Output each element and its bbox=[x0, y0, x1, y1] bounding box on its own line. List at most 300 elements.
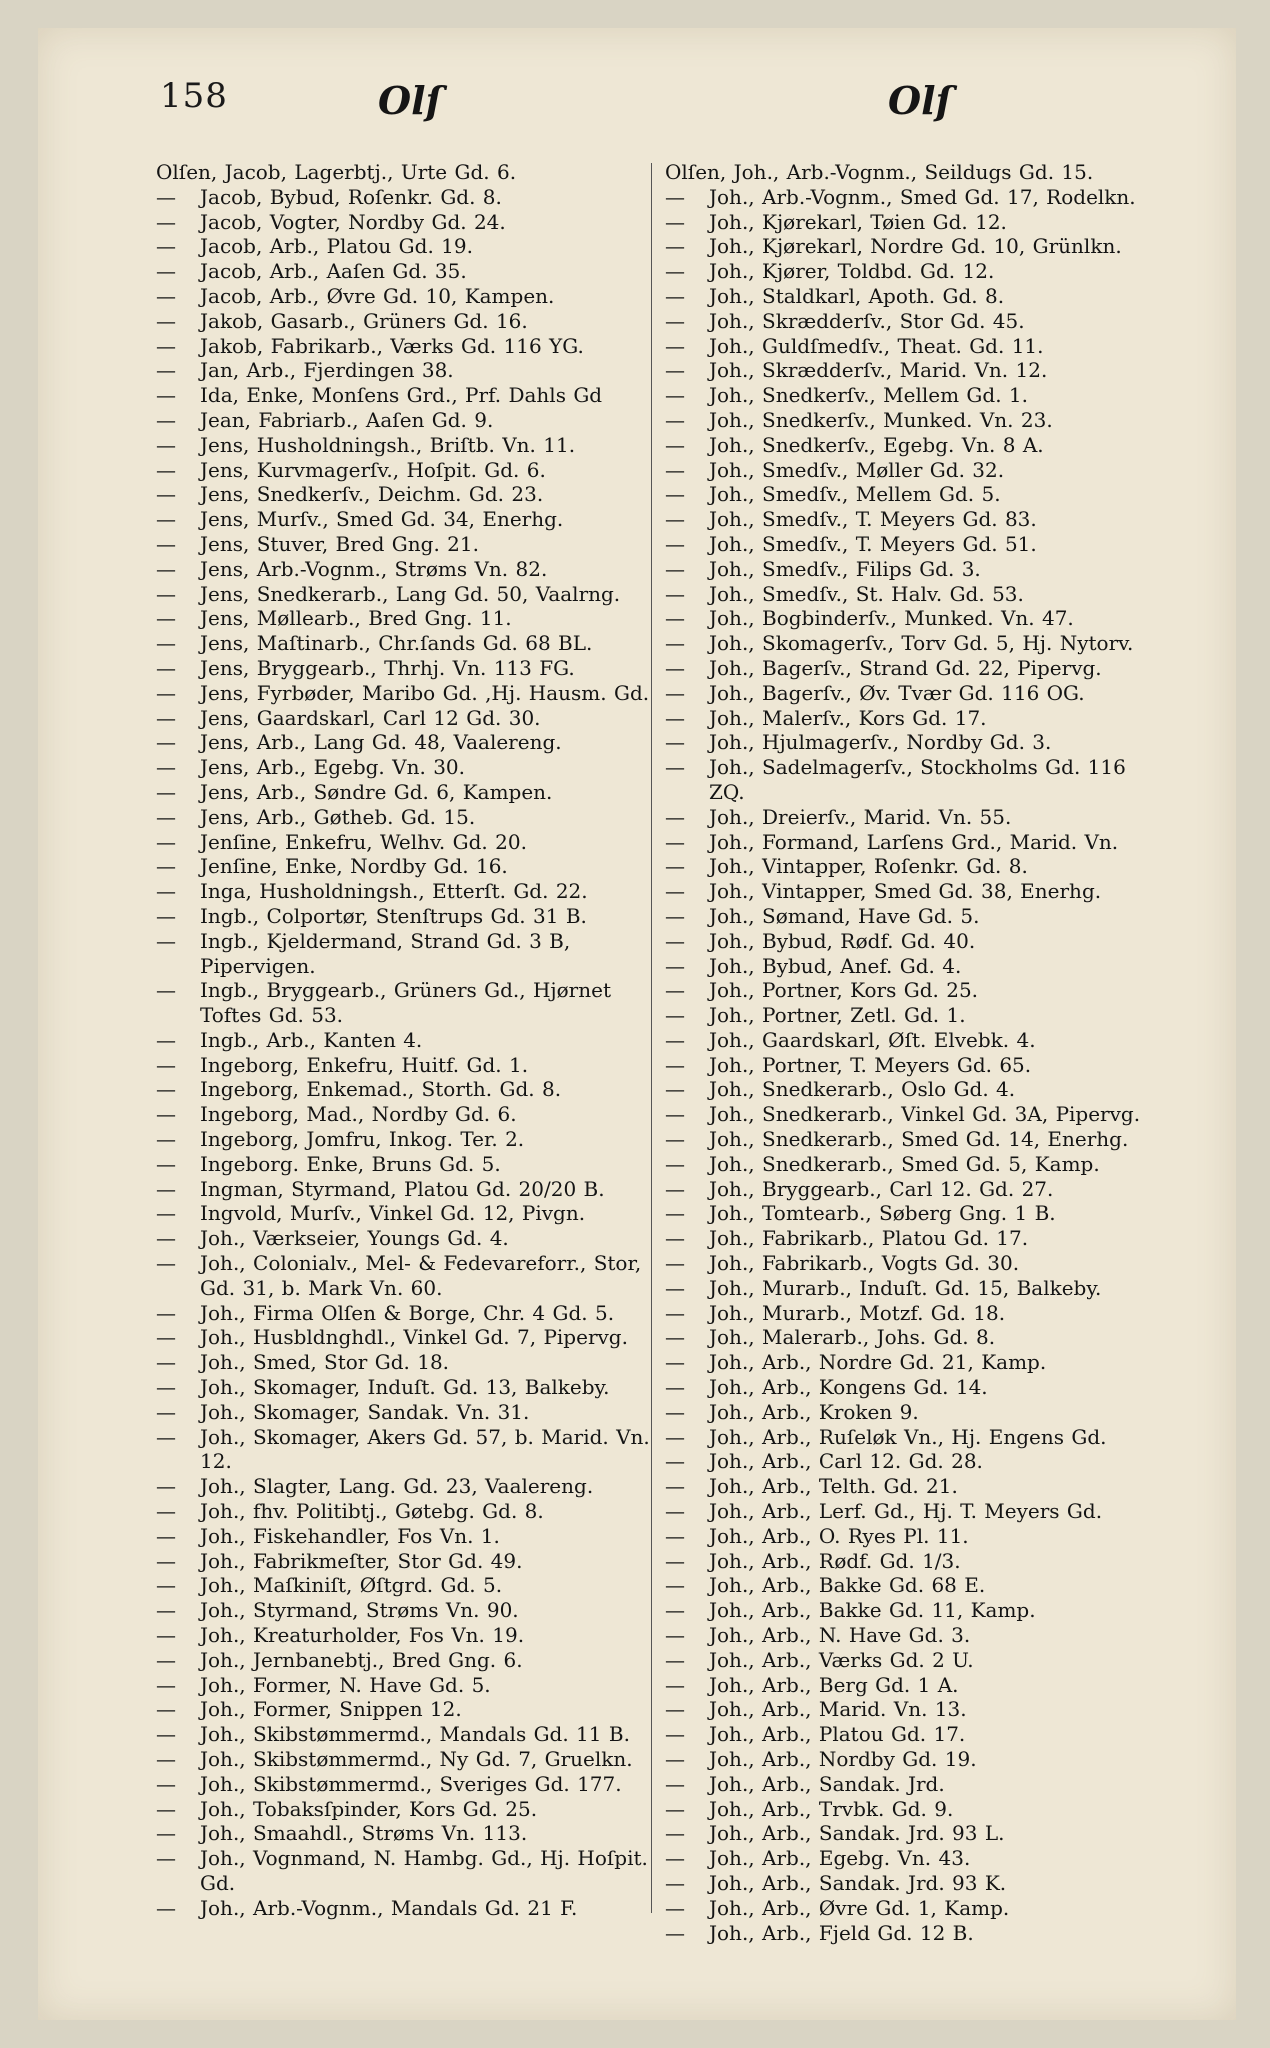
entry-text: Joh., Skomager, Sandak. Vn. 31. bbox=[200, 1399, 530, 1424]
running-head-right: Olſ bbox=[888, 78, 952, 123]
entry-text: Joh., Skomager, Akers Gd. 57, b. Marid. Vn. 12. bbox=[200, 1424, 650, 1474]
repeat-dash: — bbox=[665, 1003, 685, 1028]
entry-text: Jacob, Arb., Aaſen Gd. 35. bbox=[200, 259, 467, 284]
repeat-dash: — bbox=[665, 1052, 685, 1077]
directory-entry bbox=[665, 557, 1165, 582]
repeat-dash: — bbox=[156, 804, 176, 829]
directory-entry bbox=[156, 656, 656, 681]
directory-entry bbox=[665, 1474, 1165, 1499]
entry-text: Jakob, Gasarb., Grüners Gd. 16. bbox=[200, 308, 528, 333]
entry-text: Ingb., Colportør, Stenſtrups Gd. 31 B. bbox=[200, 903, 587, 928]
repeat-dash: — bbox=[156, 209, 176, 234]
directory-entry bbox=[156, 408, 656, 433]
directory-entry bbox=[665, 1350, 1165, 1375]
entry-text: Joh., Arb., Bakke Gd. 11, Kamp. bbox=[709, 1598, 1036, 1623]
repeat-dash: — bbox=[156, 184, 176, 209]
directory-entry bbox=[156, 507, 656, 532]
entry-text: Joh., Arb., Platou Gd. 17. bbox=[709, 1722, 966, 1747]
directory-entry bbox=[665, 1375, 1165, 1400]
repeat-dash: — bbox=[156, 1424, 176, 1449]
entry-text: Joh., Gaardskarl, Øſt. Elvebk. 4. bbox=[709, 1027, 1036, 1052]
page-header bbox=[38, 28, 1236, 148]
entry-text: Ingeborg, Jomfru, Inkog. Ter. 2. bbox=[200, 1127, 525, 1152]
entry-text: Jens, Murſv., Smed Gd. 34, Enerhg. bbox=[200, 507, 564, 532]
entry-text: Joh., Skibstømmermd., Ny Gd. 7, Gruelkn. bbox=[200, 1747, 633, 1771]
repeat-dash: — bbox=[665, 1102, 685, 1127]
directory-entry bbox=[665, 1003, 1165, 1028]
directory-entry bbox=[665, 1499, 1165, 1524]
entry-text: Joh., Smedſv., T. Meyers Gd. 51. bbox=[709, 531, 1037, 556]
repeat-dash: — bbox=[665, 928, 685, 953]
directory-entry bbox=[156, 1028, 656, 1053]
entry-text: Jenſine, Enke, Nordby Gd. 16. bbox=[200, 854, 508, 879]
directory-entry bbox=[156, 1226, 656, 1251]
repeat-dash: — bbox=[156, 903, 176, 928]
entry-text: Jens, Snedkerarb., Lang Gd. 50, Vaalrng. bbox=[200, 581, 621, 606]
repeat-dash: — bbox=[156, 383, 176, 408]
directory-entry bbox=[156, 1400, 656, 1425]
entry-text: Joh., Smaahdl., Strøms Vn. 113. bbox=[200, 1821, 528, 1846]
entry-text: Jens, Arb.-Vognm., Strøms Vn. 82. bbox=[200, 556, 548, 581]
repeat-dash: — bbox=[665, 1548, 685, 1573]
directory-entry bbox=[665, 681, 1165, 706]
repeat-dash: — bbox=[665, 209, 685, 234]
repeat-dash: — bbox=[156, 730, 176, 755]
repeat-dash: — bbox=[665, 1325, 685, 1350]
repeat-dash: — bbox=[665, 1251, 685, 1276]
repeat-dash: — bbox=[156, 631, 176, 656]
entry-text: Joh., Arb., Sandak. Jrd. bbox=[709, 1771, 945, 1796]
entry-text: Joh., Smedſv., Mellem Gd. 5. bbox=[709, 482, 1001, 507]
repeat-dash: — bbox=[156, 1077, 176, 1102]
directory-entry bbox=[156, 1697, 656, 1722]
entry-text: Joh., Arb.-Vognm., Smed Gd. 17, Rodelkn. bbox=[709, 184, 1136, 209]
entry-text: Ingeborg, Mad., Nordby Gd. 6. bbox=[200, 1102, 517, 1127]
entry-text: Joh., Bagerſv., Strand Gd. 22, Pipervg. bbox=[709, 655, 1102, 680]
directory-entry bbox=[156, 1251, 656, 1301]
directory-entry bbox=[156, 1772, 656, 1797]
repeat-dash: — bbox=[665, 1722, 685, 1747]
entry-text: Joh., Snedkerſv., Munked. Vn. 23. bbox=[709, 407, 1053, 432]
repeat-dash: — bbox=[665, 1300, 685, 1325]
entry-text: Jens, Bryggearb., Thrhj. Vn. 113 FG. bbox=[200, 655, 575, 680]
directory-entry bbox=[665, 259, 1165, 284]
entry-text: Jens, Arb., Gøtheb. Gd. 15. bbox=[200, 804, 476, 829]
repeat-dash: — bbox=[665, 680, 685, 705]
repeat-dash: — bbox=[665, 482, 685, 507]
directory-entry bbox=[156, 557, 656, 582]
directory-entry bbox=[156, 854, 656, 879]
entry-text: Joh., Fabrikarb., Platou Gd. 17. bbox=[709, 1226, 1029, 1251]
entry-text: Joh., Dreierſv., Marid. Vn. 55. bbox=[709, 804, 1012, 829]
repeat-dash: — bbox=[665, 184, 685, 209]
entry-text: Joh., Snedkerarb., Smed Gd. 14, Enerhg. bbox=[709, 1127, 1129, 1152]
directory-entry bbox=[665, 234, 1165, 259]
repeat-dash: — bbox=[665, 730, 685, 755]
directory-entry bbox=[156, 1896, 656, 1921]
directory-entry bbox=[156, 1549, 656, 1574]
entry-text: Joh., Guldſmedſv., Theat. Gd. 11. bbox=[709, 333, 1044, 358]
directory-entry bbox=[156, 1077, 656, 1102]
entry-text: Joh., Staldkarl, Apoth. Gd. 8. bbox=[709, 283, 1005, 308]
directory-entry bbox=[665, 879, 1165, 904]
entry-text: Joh., Snedkerſv., Mellem Gd. 1. bbox=[709, 383, 1028, 408]
directory-entry bbox=[156, 1524, 656, 1549]
entry-text: Joh., Tomtearb., Søberg Gng. 1 B. bbox=[709, 1201, 1056, 1226]
directory-entry bbox=[156, 210, 656, 235]
entry-text: Joh., Arb., Sandak. Jrd. 93 K. bbox=[709, 1870, 1007, 1895]
repeat-dash: — bbox=[156, 1499, 176, 1524]
entry-text: Joh., Malerſv., Kors Gd. 17. bbox=[709, 705, 987, 730]
repeat-dash: — bbox=[665, 432, 685, 457]
directory-entry bbox=[665, 1301, 1165, 1326]
entry-text: Joh., Sømand, Have Gd. 5. bbox=[709, 903, 980, 928]
entry-text: Ingb., Bryggearb., Grüners Gd., Hjørnet Toftes Gd. 53. bbox=[200, 978, 611, 1028]
repeat-dash: — bbox=[665, 234, 685, 259]
entry-text: Ingeborg. Enke, Bruns Gd. 5. bbox=[200, 1151, 501, 1176]
repeat-dash: — bbox=[156, 1399, 176, 1424]
entry-text: Jakob, Fabrikarb., Værks Gd. 116 YG. bbox=[200, 333, 584, 358]
entry-text: Joh., Arb., Ruſeløk Vn., Hj. Engens Gd. bbox=[709, 1424, 1107, 1449]
entry-text: Jacob, Arb., Platou Gd. 19. bbox=[200, 234, 473, 259]
directory-entry bbox=[665, 1921, 1165, 1946]
directory-entry bbox=[665, 284, 1165, 309]
entry-text: Inga, Husholdningsh., Etterſt. Gd. 22. bbox=[200, 879, 588, 904]
repeat-dash: — bbox=[156, 1350, 176, 1375]
directory-entry bbox=[665, 1028, 1165, 1053]
entry-text: Joh., Bagerſv., Øv. Tvær Gd. 116 OG. bbox=[709, 680, 1085, 705]
directory-entry bbox=[156, 805, 656, 830]
entry-text: Joh., Maſkiniſt, Øſtgrd. Gd. 5. bbox=[200, 1573, 503, 1598]
directory-entry bbox=[665, 433, 1165, 458]
entry-text: Joh., Vintapper, Roſenkr. Gd. 8. bbox=[709, 854, 1028, 879]
entry-text: Joh., Arb.-Vognm., Mandals Gd. 21 F. bbox=[200, 1895, 578, 1920]
directory-entry bbox=[156, 1152, 656, 1177]
entry-text: Joh., Arb., Egebg. Vn. 43. bbox=[709, 1846, 971, 1871]
directory-entry bbox=[665, 1425, 1165, 1450]
entry-text: Joh., Arb., Nordby Gd. 19. bbox=[709, 1747, 977, 1771]
repeat-dash: — bbox=[156, 1821, 176, 1846]
entry-text: Joh., Smed, Stor Gd. 18. bbox=[200, 1350, 450, 1375]
directory-entry bbox=[156, 1573, 656, 1598]
repeat-dash: — bbox=[156, 531, 176, 556]
directory-entry bbox=[665, 1722, 1165, 1747]
repeat-dash: — bbox=[156, 829, 176, 854]
directory-entry bbox=[665, 1226, 1165, 1251]
entry-text: Ingb., Arb., Kanten 4. bbox=[200, 1027, 423, 1052]
entry-text: Joh., Smedſv., T. Meyers Gd. 83. bbox=[709, 507, 1037, 532]
directory-entry bbox=[156, 1053, 656, 1078]
directory-entry bbox=[156, 706, 656, 731]
repeat-dash: — bbox=[665, 879, 685, 904]
entry-text: Joh., Colonialv., Mel- & Fedevareforr., Stor, Gd. 31, b. Mark Vn. 60. bbox=[200, 1251, 642, 1300]
entry-text: Joh., Snedkerarb., Vinkel Gd. 3A, Pipervg. bbox=[709, 1102, 1141, 1127]
entry-text: Jens, Gaardskarl, Carl 12 Gd. 30. bbox=[200, 705, 541, 730]
repeat-dash: — bbox=[665, 1127, 685, 1152]
repeat-dash: — bbox=[665, 1771, 685, 1796]
page-number: 158 bbox=[160, 76, 228, 116]
directory-entry bbox=[665, 309, 1165, 334]
repeat-dash: — bbox=[156, 854, 176, 879]
repeat-dash: — bbox=[665, 1573, 685, 1598]
entry-text: Jacob, Bybud, Roſenkr. Gd. 8. bbox=[200, 184, 502, 209]
directory-entry bbox=[156, 755, 656, 780]
entry-text: Joh., Malerarb., Johs. Gd. 8. bbox=[709, 1325, 996, 1350]
directory-entry bbox=[156, 1425, 656, 1475]
directory-entry bbox=[156, 1301, 656, 1326]
entry-text: Jens, Arb., Søndre Gd. 6, Kampen. bbox=[200, 779, 553, 804]
directory-page bbox=[38, 28, 1236, 2020]
entry-text: Joh., Arb., Værks Gd. 2 U. bbox=[709, 1647, 974, 1672]
repeat-dash: — bbox=[156, 1846, 176, 1871]
directory-entry bbox=[665, 210, 1165, 235]
repeat-dash: — bbox=[156, 779, 176, 804]
entry-text: Joh., Hjulmagerſv., Nordby Gd. 3. bbox=[709, 730, 1052, 755]
directory-entry bbox=[156, 730, 656, 755]
entry-text: Jens, Fyrbøder, Maribo Gd. ,Hj. Hausm. Gd. bbox=[200, 680, 650, 705]
entry-text: Joh., Tobaksſpinder, Kors Gd. 25. bbox=[200, 1796, 538, 1821]
repeat-dash: — bbox=[156, 1573, 176, 1598]
repeat-dash: — bbox=[156, 1697, 176, 1722]
directory-entry bbox=[156, 1127, 656, 1152]
entry-text: Joh., Murarb., Motzf. Gd. 18. bbox=[709, 1300, 1006, 1325]
repeat-dash: — bbox=[156, 1548, 176, 1573]
directory-entry bbox=[156, 1623, 656, 1648]
directory-entry bbox=[665, 1400, 1165, 1425]
directory-entry bbox=[665, 904, 1165, 929]
repeat-dash: — bbox=[156, 1325, 176, 1350]
entry-text: Joh., Skibstømmermd., Sveriges Gd. 177. bbox=[200, 1771, 622, 1796]
entry-text: Jens, Arb., Lang Gd. 48, Vaalereng. bbox=[200, 730, 562, 755]
entry-text: Joh., Skomagerſv., Torv Gd. 5, Hj. Nytorv. bbox=[709, 631, 1134, 656]
repeat-dash: — bbox=[665, 259, 685, 284]
directory-entry bbox=[665, 805, 1165, 830]
entry-text: Joh., Arb., Trvbk. Gd. 9. bbox=[709, 1796, 954, 1821]
directory-entry bbox=[156, 830, 656, 855]
entry-text: Joh., Arb., Øvre Gd. 1, Kamp. bbox=[709, 1895, 1010, 1920]
repeat-dash: — bbox=[665, 308, 685, 333]
directory-entry bbox=[156, 631, 656, 656]
directory-entry bbox=[665, 408, 1165, 433]
repeat-dash: — bbox=[665, 283, 685, 308]
directory-entry bbox=[156, 1177, 656, 1202]
entry-text: Joh., Portner, T. Meyers Gd. 65. bbox=[709, 1052, 1032, 1077]
directory-entry bbox=[665, 1549, 1165, 1574]
repeat-dash: — bbox=[156, 581, 176, 606]
entry-text: Joh., Kreaturholder, Fos Vn. 19. bbox=[200, 1623, 525, 1648]
directory-entry bbox=[156, 1325, 656, 1350]
entry-text: Joh., Smedſv., Møller Gd. 32. bbox=[709, 457, 1005, 482]
entry-text: Joh., Arb., Kongens Gd. 14. bbox=[709, 1375, 988, 1400]
repeat-dash: — bbox=[665, 531, 685, 556]
repeat-dash: — bbox=[156, 1747, 176, 1771]
entry-text: Joh., Portner, Zetl. Gd. 1. bbox=[709, 1003, 966, 1028]
entry-text: Joh., Bryggearb., Carl 12. Gd. 27. bbox=[709, 1176, 1054, 1201]
repeat-dash: — bbox=[156, 1027, 176, 1052]
directory-entry bbox=[156, 383, 656, 408]
repeat-dash: — bbox=[665, 1846, 685, 1871]
repeat-dash: — bbox=[665, 1275, 685, 1300]
directory-entry bbox=[156, 433, 656, 458]
repeat-dash: — bbox=[665, 1151, 685, 1176]
repeat-dash: — bbox=[665, 755, 685, 780]
repeat-dash: — bbox=[156, 1052, 176, 1077]
directory-entry bbox=[665, 1797, 1165, 1822]
column-divider bbox=[651, 163, 652, 1913]
repeat-dash: — bbox=[665, 1747, 685, 1771]
repeat-dash: — bbox=[156, 1251, 176, 1276]
repeat-dash: — bbox=[665, 1399, 685, 1424]
directory-entry bbox=[156, 780, 656, 805]
repeat-dash: — bbox=[156, 978, 176, 1003]
directory-entry bbox=[665, 1177, 1165, 1202]
repeat-dash: — bbox=[665, 1027, 685, 1052]
directory-entry bbox=[156, 1821, 656, 1846]
entry-text: Ingman, Styrmand, Platou Gd. 20/20 B. bbox=[200, 1176, 605, 1201]
directory-entry bbox=[156, 582, 656, 607]
entry-text: Jens, Husholdningsh., Briſtb. Vn. 11. bbox=[200, 432, 576, 457]
repeat-dash: — bbox=[665, 1870, 685, 1895]
repeat-dash: — bbox=[665, 1672, 685, 1697]
repeat-dash: — bbox=[665, 903, 685, 928]
directory-entry bbox=[156, 1201, 656, 1226]
repeat-dash: — bbox=[665, 1821, 685, 1846]
entry-text: Joh., Former, Snippen 12. bbox=[200, 1697, 462, 1722]
entry-text: Ingvold, Murſv., Vinkel Gd. 12, Pivgn. bbox=[200, 1201, 586, 1226]
repeat-dash: — bbox=[665, 705, 685, 730]
directory-entry bbox=[665, 1102, 1165, 1127]
directory-entry bbox=[665, 1276, 1165, 1301]
repeat-dash: — bbox=[156, 259, 176, 284]
repeat-dash: — bbox=[156, 1375, 176, 1400]
directory-entry bbox=[665, 929, 1165, 954]
directory-entry bbox=[665, 1697, 1165, 1722]
entry-text: Joh., Fiskehandler, Fos Vn. 1. bbox=[200, 1523, 500, 1548]
directory-entry bbox=[665, 482, 1165, 507]
entry-text: Joh., Vintapper, Smed Gd. 38, Enerhg. bbox=[709, 879, 1102, 904]
entry-text: Joh., Arb., Bakke Gd. 68 E. bbox=[709, 1573, 986, 1598]
repeat-dash: — bbox=[156, 705, 176, 730]
repeat-dash: — bbox=[665, 631, 685, 656]
repeat-dash: — bbox=[665, 1226, 685, 1251]
repeat-dash: — bbox=[156, 358, 176, 383]
entry-text: Jenſine, Enkefru, Welhv. Gd. 20. bbox=[200, 829, 527, 854]
repeat-dash: — bbox=[156, 1895, 176, 1920]
directory-entry bbox=[665, 1623, 1165, 1648]
directory-entry bbox=[156, 1648, 656, 1673]
entry-text: Joh., Kjører, Toldbd. Gd. 12. bbox=[709, 259, 995, 284]
entry-text: Jens, Stuver, Bred Gng. 21. bbox=[200, 531, 479, 556]
directory-entry bbox=[156, 1846, 656, 1896]
repeat-dash: — bbox=[665, 1350, 685, 1375]
directory-entry bbox=[665, 1821, 1165, 1846]
directory-entry bbox=[665, 656, 1165, 681]
directory-entry bbox=[156, 482, 656, 507]
directory-entry bbox=[665, 1053, 1165, 1078]
repeat-dash: — bbox=[156, 333, 176, 358]
repeat-dash: — bbox=[665, 1176, 685, 1201]
repeat-dash: — bbox=[156, 283, 176, 308]
directory-entry bbox=[665, 830, 1165, 855]
entry-text: Joh., Husbldnghdl., Vinkel Gd. 7, Pipervg. bbox=[200, 1325, 628, 1350]
directory-entry bbox=[665, 1896, 1165, 1921]
repeat-dash: — bbox=[156, 482, 176, 507]
entry-text: Joh., Arb., Telth. Gd. 21. bbox=[709, 1474, 958, 1499]
directory-entry bbox=[665, 1201, 1165, 1226]
entry-text: Joh., Kjørekarl, Nordre Gd. 10, Grünlkn. bbox=[709, 234, 1122, 259]
repeat-dash: — bbox=[156, 1771, 176, 1796]
repeat-dash: — bbox=[665, 655, 685, 680]
repeat-dash: — bbox=[665, 1499, 685, 1524]
directory-entry bbox=[156, 458, 656, 483]
directory-entry bbox=[665, 1871, 1165, 1896]
repeat-dash: — bbox=[665, 1598, 685, 1623]
directory-entry bbox=[156, 1102, 656, 1127]
directory-entry bbox=[665, 1747, 1165, 1772]
directory-entry bbox=[156, 929, 656, 979]
entry-text: Joh., Arb., Marid. Vn. 13. bbox=[709, 1697, 967, 1722]
repeat-dash: — bbox=[665, 953, 685, 978]
entry-text: Joh., Former, N. Have Gd. 5. bbox=[200, 1672, 491, 1697]
repeat-dash: — bbox=[665, 1895, 685, 1920]
repeat-dash: — bbox=[156, 928, 176, 953]
entry-text: Joh., Sadelmagerſv., Stockholms Gd. 116 ZQ. bbox=[709, 755, 1126, 804]
repeat-dash: — bbox=[665, 1920, 685, 1945]
entry-text: Joh., Smedſv., St. Halv. Gd. 53. bbox=[709, 581, 1024, 606]
entry-text: Joh., Murarb., Induſt. Gd. 15, Balkeby. bbox=[709, 1275, 1102, 1300]
directory-entry bbox=[665, 1598, 1165, 1623]
repeat-dash: — bbox=[156, 879, 176, 904]
entry-text: Ida, Enke, Monſens Grd., Prf. Dahls Gd bbox=[200, 383, 603, 408]
directory-entry bbox=[665, 1251, 1165, 1276]
repeat-dash: — bbox=[156, 1722, 176, 1747]
repeat-dash: — bbox=[665, 333, 685, 358]
directory-entry bbox=[665, 334, 1165, 359]
repeat-dash: — bbox=[156, 1151, 176, 1176]
entry-text: Ingb., Kjeldermand, Strand Gd. 3 B, Pipervigen. bbox=[200, 928, 571, 978]
repeat-dash: — bbox=[156, 308, 176, 333]
entry-text: Joh., Arb., Fjeld Gd. 12 B. bbox=[709, 1920, 974, 1945]
entry-text: Jacob, Arb., Øvre Gd. 10, Kampen. bbox=[200, 283, 555, 308]
directory-entry bbox=[665, 954, 1165, 979]
repeat-dash: — bbox=[665, 1449, 685, 1474]
entry-text: Joh., Arb., N. Have Gd. 3. bbox=[709, 1623, 971, 1648]
directory-entry bbox=[156, 1722, 656, 1747]
directory-entry bbox=[665, 706, 1165, 731]
repeat-dash: — bbox=[665, 854, 685, 879]
repeat-dash: — bbox=[665, 1623, 685, 1648]
entry-text: Joh., Skrædderſv., Marid. Vn. 12. bbox=[709, 358, 1048, 383]
repeat-dash: — bbox=[156, 1598, 176, 1623]
entry-text: Joh., Styrmand, Strøms Vn. 90. bbox=[200, 1598, 519, 1623]
directory-entry bbox=[665, 532, 1165, 557]
repeat-dash: — bbox=[156, 234, 176, 259]
directory-entry bbox=[156, 160, 656, 185]
repeat-dash: — bbox=[156, 1623, 176, 1648]
directory-entry bbox=[156, 1499, 656, 1524]
running-head-left: Olſ bbox=[378, 78, 442, 123]
repeat-dash: — bbox=[665, 1424, 685, 1449]
directory-entry bbox=[665, 185, 1165, 210]
directory-entry bbox=[665, 1846, 1165, 1871]
entry-text: Olſen, Joh., Arb.-Vognm., Seildugs Gd. 15. bbox=[665, 160, 1094, 184]
directory-entry bbox=[156, 185, 656, 210]
left-column bbox=[156, 160, 656, 1921]
repeat-dash: — bbox=[665, 829, 685, 854]
directory-entry bbox=[665, 358, 1165, 383]
directory-entry bbox=[156, 234, 656, 259]
directory-entry bbox=[156, 1474, 656, 1499]
